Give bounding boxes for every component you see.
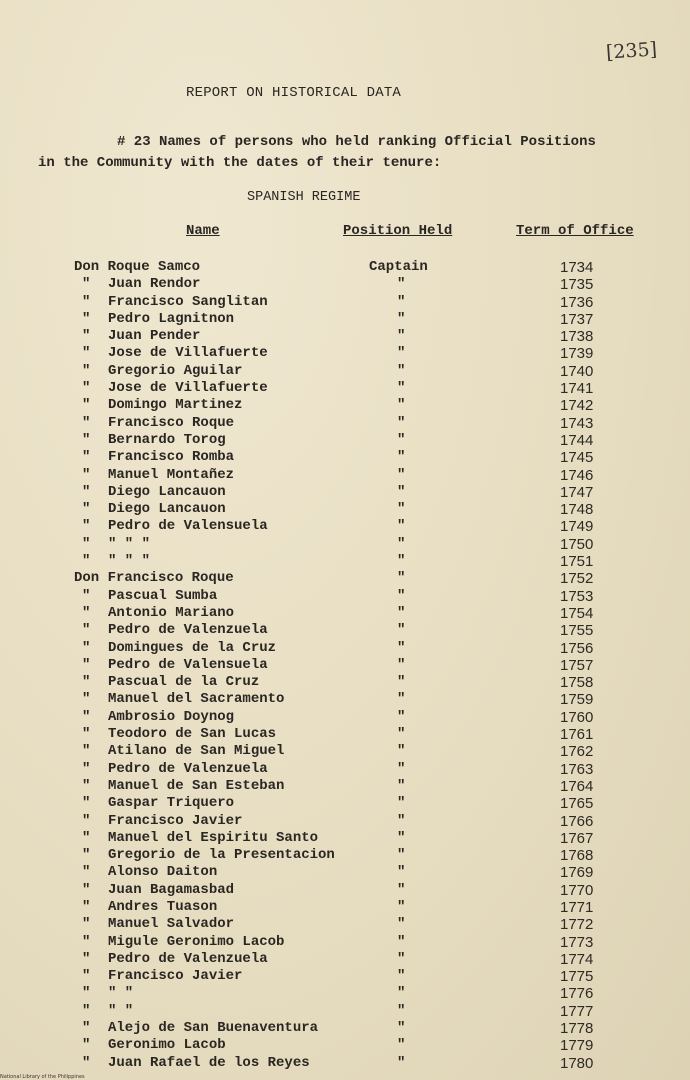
ditto-mark: " [82,414,91,431]
table-row [0,518,690,535]
position-held: " [397,310,406,327]
term-year: 1757 [560,656,594,674]
table-row [0,640,690,657]
ditto-mark: " [82,483,91,500]
table-row [0,363,690,380]
term-year: 1750 [560,535,594,553]
position-held: " [397,622,406,639]
table-row [0,467,690,484]
term-year: 1768 [560,847,594,865]
official-name: Francisco Javier [108,812,243,829]
term-year: 1759 [560,691,594,709]
position-held: " [397,916,406,933]
term-year: 1753 [560,587,594,605]
official-name: Francisco Sanglitan [108,293,268,310]
ditto-mark: " [82,691,91,708]
ditto-mark: " [82,535,91,552]
table-row [0,968,690,985]
term-year: 1754 [560,604,594,622]
table-row [0,311,690,328]
ditto-mark: " [82,501,91,518]
term-year: 1766 [560,812,594,830]
position-held: " [397,950,406,967]
position-held: " [397,276,406,293]
table-row [0,328,690,345]
official-name: Jose de Villafuerte [108,380,268,397]
table-row [0,847,690,864]
official-name: " " " [108,553,151,570]
term-year: 1758 [560,674,594,692]
term-year: 1772 [560,916,594,934]
official-name: Pedro de Valenzuela [108,622,268,639]
position-held: " [397,535,406,552]
table-row [0,916,690,933]
table-row [0,553,690,570]
position-held: " [397,933,406,950]
official-name: Gaspar Triquero [108,795,235,812]
position-held: " [397,795,406,812]
ditto-mark: " [82,293,91,310]
ditto-mark: " [82,881,91,898]
official-name: Pedro Lagnitnon [108,310,235,327]
table-row [0,726,690,743]
table-row [0,795,690,812]
term-year: 1736 [560,293,594,311]
official-name: Geronimo Lacob [108,1037,226,1054]
position-held: " [397,553,406,570]
official-name: Alejo de San Buenaventura [108,1020,319,1037]
term-year: 1734 [560,259,594,276]
official-name: Juan Pender [108,328,201,345]
ditto-mark: " [82,449,91,466]
ditto-mark: " [82,708,91,725]
term-year: 1761 [560,726,594,744]
term-year: 1775 [560,968,594,986]
official-name: Ambrosio Doynog [108,708,235,725]
term-year: 1777 [560,1002,594,1020]
ditto-mark: " [82,743,91,760]
ditto-mark: " [82,777,91,794]
official-name: Pedro de Valenzuela [108,760,268,777]
table-row [0,588,690,605]
term-year: 1752 [560,570,594,588]
official-name: Manuel del Espiritu Santo [108,829,319,846]
ditto-mark: " [82,760,91,777]
table-row [0,1055,690,1072]
document-title: REPORT ON HISTORICAL DATA [186,85,402,101]
term-year: 1767 [560,829,594,847]
ditto-mark: " [82,864,91,881]
ditto-mark: " [82,622,91,639]
official-name: Antonio Mariano [108,604,235,621]
ditto-mark: " [82,985,91,1002]
table-row [0,1037,690,1054]
table-row [0,743,690,760]
position-held: " [397,968,406,985]
table-row [0,761,690,778]
ditto-mark: " [82,604,91,621]
position-held: " [397,328,406,345]
position-held: Captain [369,259,428,275]
table-row [0,380,690,397]
column-header-name: Name [186,223,220,239]
position-held: " [397,1020,406,1037]
official-name: Alonso Daiton [108,864,218,881]
page-number: [235] [605,38,658,64]
position-held: " [397,881,406,898]
table-row [0,778,690,795]
ditto-mark: " [82,310,91,327]
regime-heading: SPANISH REGIME [247,190,361,205]
ditto-mark: " [82,933,91,950]
official-name: Francisco Javier [108,968,243,985]
official-name: Pedro de Valensuela [108,518,268,535]
position-held: " [397,829,406,846]
table-row [0,830,690,847]
position-held: " [397,691,406,708]
ditto-mark: " [82,276,91,293]
official-name: Juan Rendor [108,276,201,293]
official-name: Atilano de San Miguel [108,743,285,760]
ditto-mark: " [82,553,91,570]
term-year: 1738 [560,328,594,346]
ditto-mark: " [82,829,91,846]
term-year: 1773 [560,933,594,951]
term-year: 1737 [560,310,594,328]
term-year: 1742 [560,397,594,415]
official-name: Don Francisco Roque [74,570,234,587]
ditto-mark: " [82,639,91,656]
term-year: 1741 [560,380,594,398]
term-year: 1780 [560,1054,594,1072]
position-held: " [397,812,406,829]
official-name: Manuel Montañez [108,466,235,483]
table-row [0,501,690,518]
table-row [0,657,690,674]
table-row [0,345,690,362]
official-name: " " " [108,535,151,552]
position-held: " [397,449,406,466]
term-year: 1735 [560,276,594,294]
table-row [0,709,690,726]
term-year: 1749 [560,518,594,536]
term-year: 1751 [560,553,594,571]
table-row [0,294,690,311]
term-year: 1762 [560,743,594,761]
position-held: " [397,570,406,587]
ditto-mark: " [82,795,91,812]
position-held: " [397,708,406,725]
official-name: Manuel Salvador [108,916,235,933]
position-held: " [397,760,406,777]
table-row [0,691,690,708]
term-year: 1776 [560,985,594,1003]
position-held: " [397,466,406,483]
ditto-mark: " [82,898,91,915]
official-name: Migule Geronimo Lacob [108,933,285,950]
table-row [0,276,690,293]
term-year: 1756 [560,639,594,657]
ditto-mark: " [82,812,91,829]
official-name: Gregorio de la Presentacion [108,847,335,864]
table-row [0,934,690,951]
official-name: Domingo Martinez [108,397,243,414]
term-year: 1748 [560,501,594,519]
official-name: Francisco Roque [108,414,235,431]
intro-line-1: # 23 Names of persons who held ranking Official Positions [117,134,596,150]
table-row [0,415,690,432]
official-name: Francisco Romba [108,449,235,466]
term-year: 1740 [560,362,594,380]
intro-line-2: in the Community with the dates of their tenure: [38,155,442,171]
official-name: Teodoro de San Lucas [108,726,277,743]
table-row [0,674,690,691]
position-held: " [397,587,406,604]
official-name: Diego Lancauon [108,501,226,518]
position-held: " [397,604,406,621]
ditto-mark: " [82,431,91,448]
position-held: " [397,847,406,864]
ditto-mark: " [82,328,91,345]
term-year: 1760 [560,708,594,726]
ditto-mark: " [82,674,91,691]
official-name: Juan Bagamasbad [108,881,235,898]
official-name: Jose de Villafuerte [108,345,268,362]
term-year: 1747 [560,483,594,501]
position-held: " [397,518,406,535]
ditto-mark: " [82,1037,91,1054]
position-held: " [397,397,406,414]
term-year: 1739 [560,345,594,363]
position-held: " [397,483,406,500]
ditto-mark: " [82,950,91,967]
position-held: " [397,362,406,379]
official-name: Don Roque Samco [74,259,201,275]
table-row [0,259,690,276]
position-held: " [397,898,406,915]
ditto-mark: " [82,1002,91,1019]
term-year: 1744 [560,431,594,449]
table-row [0,536,690,553]
position-held: " [397,639,406,656]
ditto-mark: " [82,362,91,379]
position-held: " [397,1002,406,1019]
term-year: 1755 [560,622,594,640]
table-row [0,484,690,501]
term-year: 1778 [560,1020,594,1038]
term-year: 1769 [560,864,594,882]
table-row [0,1003,690,1020]
ditto-mark: " [82,1020,91,1037]
table-row [0,899,690,916]
term-year: 1743 [560,414,594,432]
column-header-position: Position Held [343,223,453,239]
term-year: 1779 [560,1037,594,1055]
ditto-mark: " [82,466,91,483]
archive-footer: National Library of the Philippines [0,1074,85,1080]
official-name: Diego Lancauon [108,483,226,500]
position-held: " [397,501,406,518]
official-name: Gregorio Aguilar [108,362,243,379]
ditto-mark: " [82,968,91,985]
ditto-mark: " [82,345,91,362]
table-row [0,882,690,899]
position-held: " [397,726,406,743]
term-year: 1770 [560,881,594,899]
term-year: 1771 [560,898,594,916]
term-year: 1764 [560,777,594,795]
official-name: Manuel del Sacramento [108,691,285,708]
position-held: " [397,345,406,362]
term-year: 1745 [560,449,594,467]
ditto-mark: " [82,916,91,933]
official-name: " " [108,985,134,1002]
ditto-mark: " [82,397,91,414]
ditto-mark: " [82,518,91,535]
position-held: " [397,985,406,1002]
ditto-mark: " [82,847,91,864]
table-row [0,985,690,1002]
official-name: Domingues de la Cruz [108,639,277,656]
position-held: " [397,431,406,448]
position-held: " [397,1054,406,1071]
official-name: Pascual de la Cruz [108,674,260,691]
table-row [0,432,690,449]
table-row [0,449,690,466]
ditto-mark: " [82,1054,91,1071]
official-name: " " [108,1002,134,1019]
position-held: " [397,864,406,881]
official-name: Manuel de San Esteban [108,777,285,794]
position-held: " [397,414,406,431]
position-held: " [397,777,406,794]
official-name: Pedro de Valenzuela [108,950,268,967]
official-name: Bernardo Torog [108,431,226,448]
ditto-mark: " [82,380,91,397]
table-row [0,864,690,881]
position-held: " [397,293,406,310]
table-row [0,951,690,968]
officials-table [0,259,690,1072]
position-held: " [397,743,406,760]
official-name: Juan Rafael de los Reyes [108,1054,310,1071]
table-row [0,570,690,587]
official-name: Pascual Sumba [108,587,218,604]
table-row [0,605,690,622]
term-year: 1774 [560,950,594,968]
official-name: Andres Tuason [108,898,218,915]
term-year: 1765 [560,795,594,813]
position-held: " [397,656,406,673]
ditto-mark: " [82,726,91,743]
ditto-mark: " [82,587,91,604]
official-name: Pedro de Valensuela [108,656,268,673]
column-header-term: Term of Office [516,223,634,239]
ditto-mark: " [82,656,91,673]
position-held: " [397,1037,406,1054]
term-year: 1763 [560,760,594,778]
term-year: 1746 [560,466,594,484]
table-row [0,813,690,830]
table-row [0,622,690,639]
position-held: " [397,674,406,691]
table-row [0,397,690,414]
table-row [0,1020,690,1037]
position-held: " [397,380,406,397]
